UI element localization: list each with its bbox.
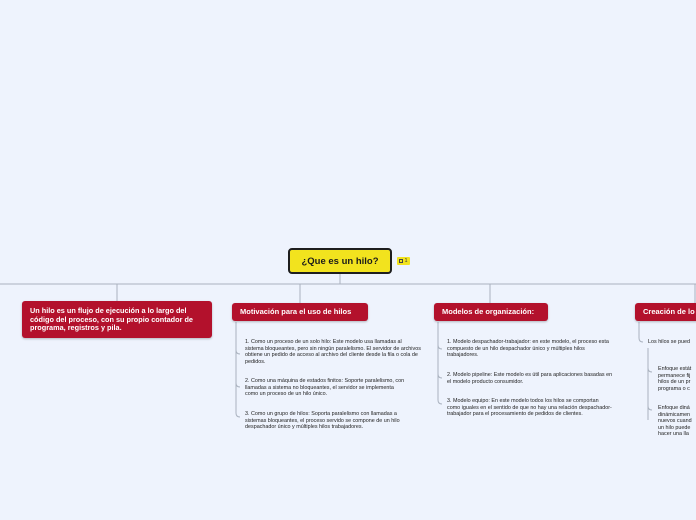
creation-intro[interactable]: Los hilos se pued xyxy=(648,339,690,345)
definition-text: Un hilo es un flujo de ejecución a lo largo del código del proceso, con su propio contador de programa, registros y pila. xyxy=(30,306,193,333)
creation-item-1[interactable]: Enfoque estát permanece fij hilos de un pr programa o c xyxy=(658,366,692,392)
creation-title: Creación de lo xyxy=(643,307,695,316)
motivation-item-2[interactable]: 2. Como una máquina de estados finitos: Soporte paralelismo, con llamadas a sistema no bloqueantes, el servidor se implementa como un proceso de un hilo único. xyxy=(245,378,405,397)
motivation-topic[interactable] xyxy=(232,303,368,321)
models-item-1[interactable]: 1. Modelo despachador-trabajador: en este modelo, el proceso esta compuesto de un hilo despachador único y múltiples hilos trabajadores. xyxy=(447,339,609,358)
root-topic[interactable] xyxy=(288,248,392,274)
models-title: Modelos de organización: xyxy=(442,307,535,316)
models-item-3[interactable]: 3. Modelo equipo: En este modelo todos los hilos se comportan como iguales en el sentido de que no hay una relación despachador-trabajador para el procesamiento de pedidos de clientes. xyxy=(447,398,612,417)
definition-topic[interactable] xyxy=(22,301,212,338)
creation-topic[interactable] xyxy=(635,303,696,321)
motivation-item-3[interactable]: 3. Como un grupo de hilos: Soporta paralelismo con llamadas a sistemas bloqueantes, el proceso servido se compone de un hilo despachador único y múltiples hilos trabajadores. xyxy=(245,411,400,430)
root-title: ¿Que es un hilo? xyxy=(301,255,379,267)
note-icon xyxy=(399,259,403,263)
models-item-2[interactable]: 2. Modelo pipeline: Este modelo es útil para aplicaciones basadas en el modelo producto consumidor. xyxy=(447,372,613,385)
models-topic[interactable] xyxy=(434,303,548,321)
motivation-item-1[interactable]: 1. Como un proceso de un solo hilo: Este modelo usa llamadas al sistema bloqueantes, pero sin ningún paralelismo. El servidor de archivos obtiene un pedido de acceso al archivo del cliente desde la fila o cola de pedidos. xyxy=(245,339,421,365)
note-badge[interactable] xyxy=(397,257,410,265)
motivation-title: Motivación para el uso de hilos xyxy=(240,307,352,316)
creation-item-2[interactable]: Enfoque diná dinámicamen nuevos cuand un hilo puede hacer una lla xyxy=(658,405,692,437)
note-count: 1 xyxy=(404,258,408,264)
